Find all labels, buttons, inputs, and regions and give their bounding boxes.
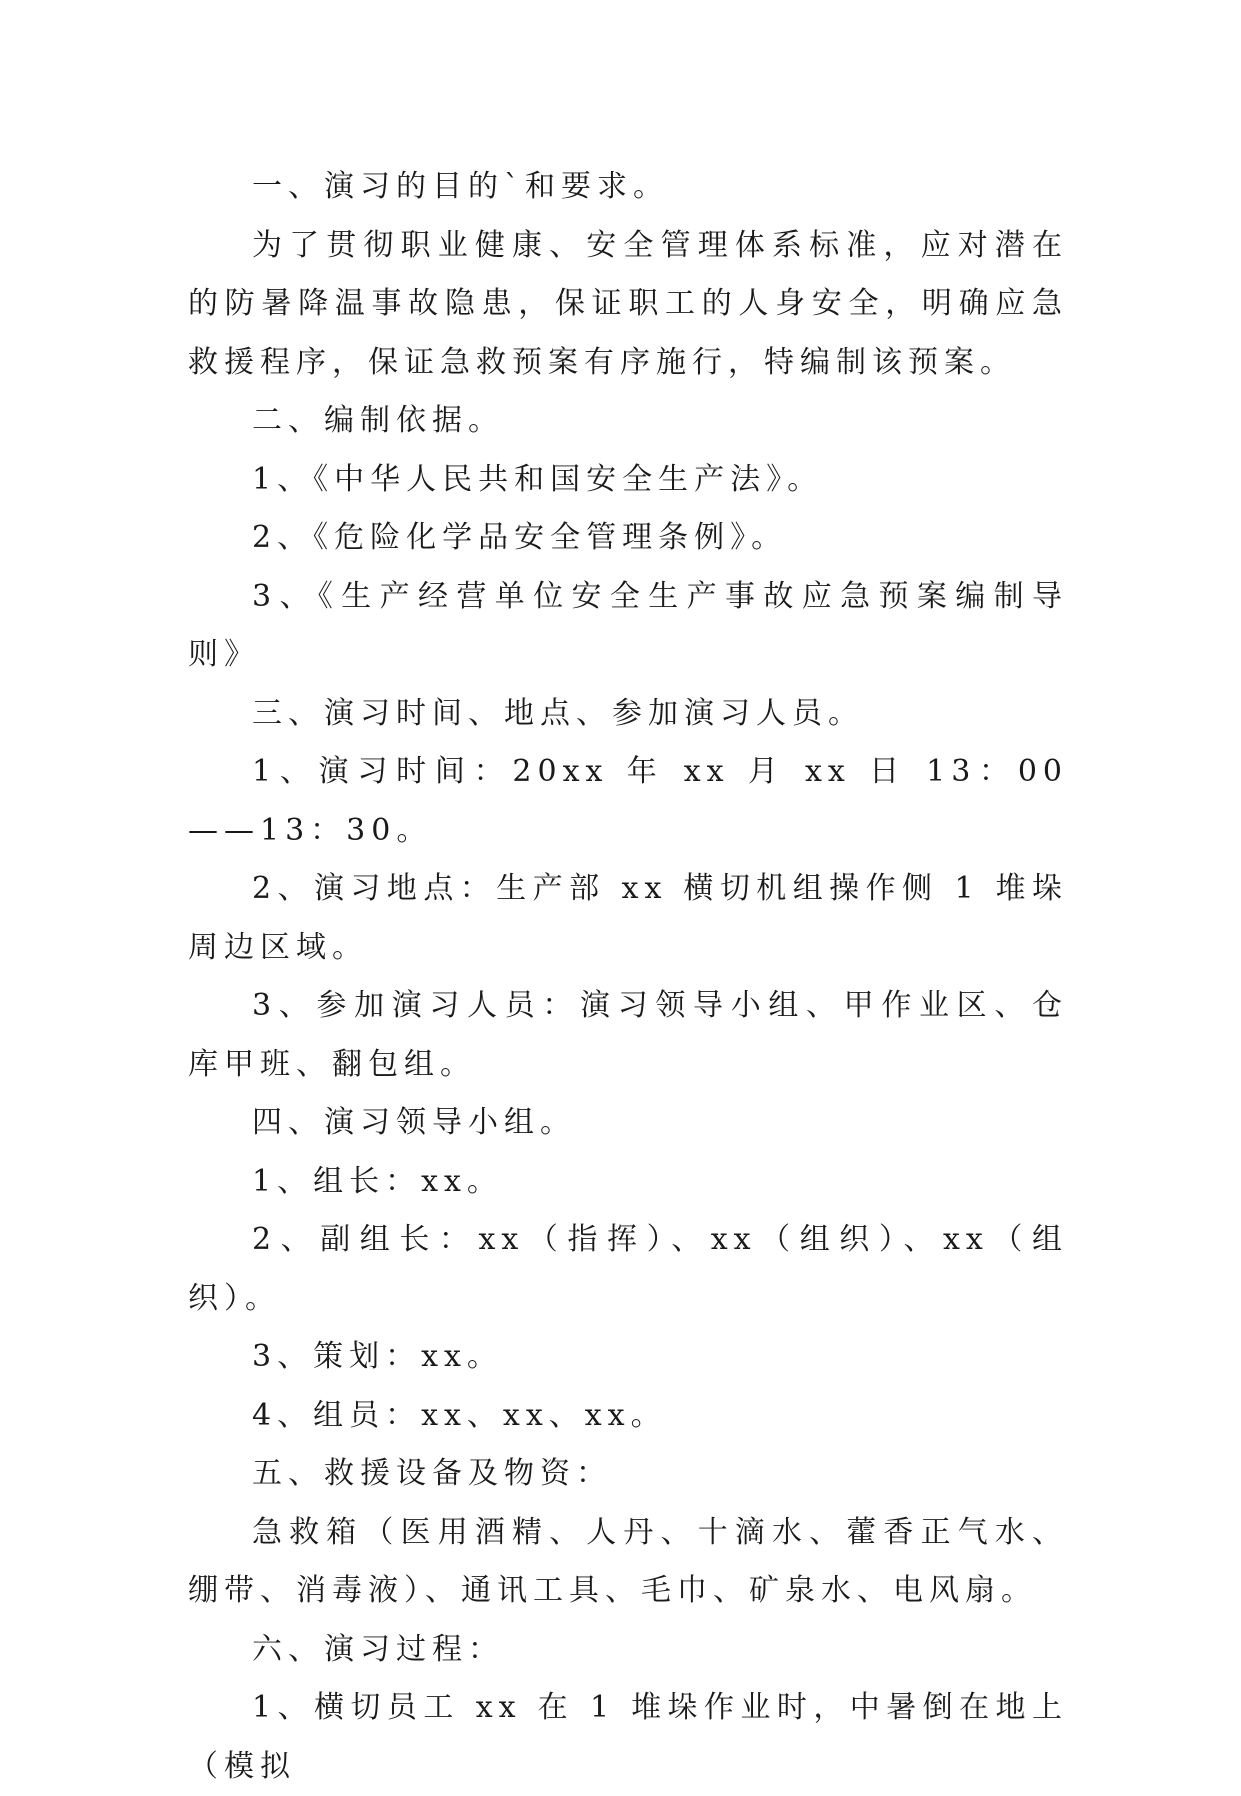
basis-item-1: 1、《中华人民共和国安全生产法》。 <box>252 461 824 497</box>
planner-item: 3、策划：xx。 <box>252 1339 503 1374</box>
heading-time-place-personnel: 三、演习时间、地点、参加演习人员。 <box>252 695 864 731</box>
heading-leadership-group: 四、演习领导小组。 <box>252 1105 576 1140</box>
members-item: 4、组员：xx、xx、xx。 <box>252 1397 667 1433</box>
leader-item: 1、组长：xx。 <box>252 1163 503 1199</box>
deputy-leader-item: 2、副组长：xx（指挥）、xx（组织）、xx（组织）。 <box>188 1222 1068 1316</box>
heading-drill-purpose: 一、演习的目的`和要求。 <box>252 169 669 204</box>
basis-item-3: 3、《生产经营单位安全生产事故应急预案编制导则》 <box>188 578 1068 672</box>
paragraph-purpose-text: 为了贯彻职业健康、安全管理体系标准，应对潜在的防暑降温事故隐患，保证职工的人身安全，明确应急救援程序，保证急救预案有序施行，特编制该预案。 <box>188 227 1068 380</box>
document-body <box>188 158 1068 1796</box>
paragraph-equipment-list: 急救箱（医用酒精、人丹、十滴水、藿香正气水、绷带、消毒液）、通讯工具、毛巾、矿泉水、电风扇。 <box>188 1514 1068 1608</box>
drill-place-item: 2、演习地点：生产部 xx 横切机组操作侧 1 堆垛周边区域。 <box>188 871 1068 965</box>
heading-drill-process: 六、演习过程： <box>252 1631 504 1667</box>
basis-item-2: 2、《危险化学品安全管理条例》。 <box>252 520 788 555</box>
process-item-1: 1、横切员工 xx 在 1 堆垛作业时，中暑倒在地上（模拟 <box>188 1690 1068 1784</box>
heading-rescue-equipment: 五、救援设备及物资： <box>252 1456 612 1491</box>
heading-basis: 二、编制依据。 <box>252 403 504 438</box>
drill-personnel-item: 3、参加演习人员：演习领导小组、甲作业区、仓库甲班、翻包组。 <box>188 988 1068 1082</box>
drill-time-item: 1、演习时间：20xx 年 xx 月 xx 日 13：00——13：30。 <box>188 754 1068 848</box>
